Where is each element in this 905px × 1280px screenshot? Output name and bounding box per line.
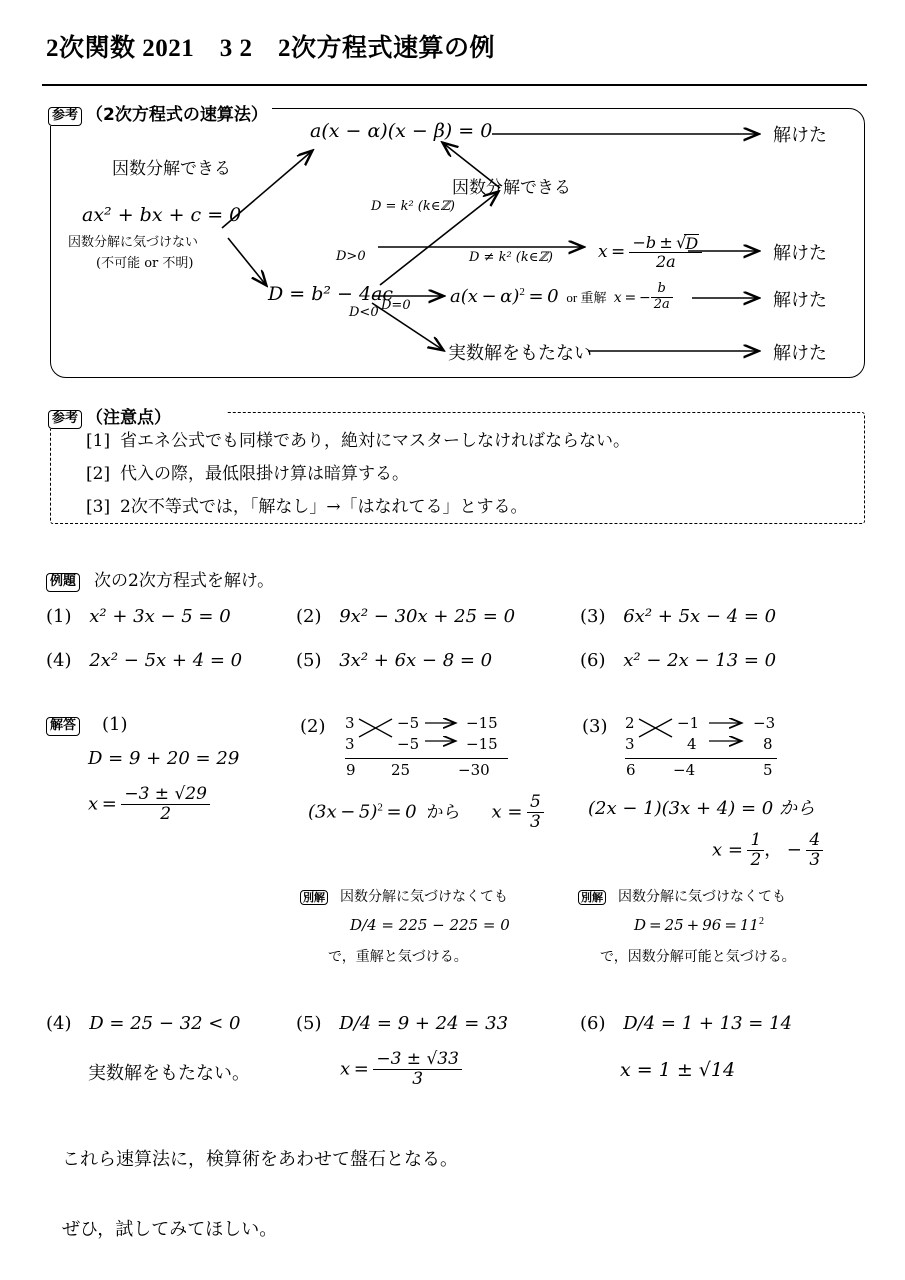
- notes-tag: 参考: [48, 410, 82, 429]
- example-item-1-equation: x² + 3x − 5 = 0: [89, 606, 231, 627]
- flow-terminal-solved-1: 解けた: [773, 125, 827, 146]
- flow-note-start-1: 因数分解に気づけない: [68, 235, 199, 250]
- answer-6-root: x = 1 ± √14: [620, 1059, 736, 1081]
- answer-1-discriminant: D = 9 + 20 = 29: [88, 748, 240, 769]
- cross-3-r1-c3: −3: [753, 714, 776, 732]
- flow-label-factorable-lower: 因数分解できる: [452, 178, 571, 198]
- example-item-4-equation: 2x² − 5x + 4 = 0: [89, 650, 243, 671]
- flow-node-discriminant: D = b² − 4ac: [268, 283, 394, 305]
- flow-label-d-positive: D>0: [336, 249, 366, 264]
- answer-5-root-numerator: −3 ± √33: [373, 1050, 462, 1070]
- answer-1-root-numerator: −3 ± √29: [121, 785, 210, 805]
- answer-3-roots-lead: x =: [712, 839, 743, 861]
- answer-3-number: (3): [582, 716, 608, 737]
- cross-3-sum-c3: 5: [763, 761, 773, 779]
- example-item-5-number: (5): [296, 650, 322, 671]
- note-item-2-number: [2]: [86, 464, 111, 484]
- closing-line-1: これら速算法に，検算術をあわせて盤石となる。: [62, 1149, 458, 1170]
- cross-3-x-lines: [625, 714, 800, 764]
- example-item-2-equation: 9x² − 30x + 25 = 0: [339, 606, 516, 627]
- note-item-2: [86, 459, 409, 484]
- answer-3-factored-result: [588, 794, 815, 820]
- answer-2-number: (2): [300, 716, 326, 737]
- note-item-3-number: [3]: [86, 497, 111, 517]
- cross-3-r2-c3: 8: [763, 735, 773, 753]
- flow-terminal-solved-2: 解けた: [773, 243, 827, 264]
- flow-node-no-real-solution: 実数解をもたない: [448, 343, 592, 364]
- note-item-3: [86, 492, 528, 517]
- cross-2-r2-c1: 3: [345, 735, 355, 753]
- cross-3-sum-row: [625, 761, 790, 782]
- answer-5-number: (5): [296, 1013, 322, 1034]
- cross-3-r1-c2: −1: [677, 714, 700, 732]
- answer-2-alt-tag: 別解: [300, 890, 328, 906]
- answer-2-factored-result: $(3x - 5)^2 = 0$ から x = $\frac{5}{3}$: [308, 794, 544, 833]
- answer-2-answer-denominator: 3: [529, 812, 541, 833]
- reference-tag: 参考: [48, 107, 82, 126]
- answer-2-alt-header: [300, 886, 508, 906]
- answer-3-root2-denominator: 3: [809, 850, 821, 871]
- answer-6: [580, 1013, 792, 1034]
- example-item-5: [296, 650, 492, 671]
- answers-header: [46, 714, 128, 736]
- note-item-1: [86, 426, 630, 451]
- note-item-1-text: 省エネ公式でも同様であり，絶対にマスターしなければならない。: [120, 431, 630, 451]
- cross-3-r2-c1: 3: [625, 735, 635, 753]
- answer-4-discriminant: D = 25 − 32 < 0: [89, 1013, 241, 1034]
- flow-label-d-negative: D<0: [349, 305, 379, 320]
- cross-2-r1-c1: 3: [345, 714, 355, 732]
- flow-label-d-zero: D=0: [381, 298, 411, 313]
- answer-2-answer-numerator: 5: [527, 793, 544, 813]
- answer-6-discriminant: D/4 = 1 + 13 = 14: [623, 1013, 793, 1034]
- answer-6-number: (6): [580, 1013, 606, 1034]
- answer-5: [296, 1013, 508, 1034]
- cross-2-x-lines: [345, 714, 515, 764]
- answer-1-root-denominator: 2: [160, 804, 172, 825]
- example-item-3: [580, 606, 776, 627]
- examples-prompt: 次の2次方程式を解け。: [94, 571, 275, 591]
- answer-3-alt-header: [578, 886, 786, 906]
- example-item-2: [296, 606, 515, 627]
- answer-3-root1-numerator: 1: [747, 831, 764, 851]
- answer-3-root2-numerator: 4: [806, 831, 823, 851]
- flow-terminal-solved-3: 解けた: [773, 290, 827, 311]
- cross-3-sum-c2: −4: [673, 761, 696, 779]
- answer-3-alt-conclusion: で，因数分解可能と気づける。: [600, 949, 796, 965]
- flow-label-d-not-square: D ≠ k² (k∈ℤ): [469, 250, 553, 265]
- flow-node-factored: a(x − α)(x − β) = 0: [310, 120, 493, 142]
- answer-2-alt-lead: 因数分解に気づけなくても: [340, 889, 508, 905]
- answer-5-root: x = $\frac{-3 \pm √33}{3}$: [340, 1051, 462, 1090]
- answers-tag: 解答: [46, 717, 80, 736]
- flow-node-quadratic-formula: x = $\frac{-b \pm √D}{2a}$: [598, 234, 702, 272]
- reference-title: （2次方程式の速算法）: [86, 105, 268, 125]
- answer-3-alt-lead: 因数分解に気づけなくても: [618, 889, 786, 905]
- flow-label-d-square: D = k² (k∈ℤ): [371, 199, 455, 214]
- answer-2-alt-calc: D/4 = 225 − 225 = 0: [350, 916, 510, 934]
- examples-header: [46, 566, 274, 592]
- answer-3-roots-comma: ，: [764, 839, 783, 861]
- cross-3-sum-c1: 6: [626, 761, 636, 779]
- answer-2-alt-conclusion: で，重解と気づける。: [328, 949, 468, 965]
- cross-3-r2-c2: 4: [687, 735, 697, 753]
- answer-3-factored-expr: (2x − 1)(3x + 4) = 0 から: [588, 798, 815, 819]
- example-item-1: [46, 606, 231, 627]
- flow-node-double-root: $a(x - \alpha)^2 = 0$ or 重解 x = − $\frac{b}{2a}$: [450, 283, 673, 313]
- closing-line-2: ぜひ，試してみてほしい。: [62, 1219, 278, 1240]
- note-item-1-number: [1]: [86, 431, 111, 451]
- answer-5-root-denominator: 3: [412, 1069, 424, 1090]
- cross-2-r2-c3: −15: [466, 735, 498, 753]
- example-item-6-equation: x² − 2x − 13 = 0: [623, 650, 777, 671]
- answer-1-root: x = $\frac{-3 \pm √29}{2}$: [88, 786, 210, 825]
- flow-terminal-solved-4: 解けた: [773, 343, 827, 364]
- answer-3-alt-tag: 別解: [578, 890, 606, 906]
- example-item-6-number: (6): [580, 650, 606, 671]
- flow-note-start-2: (不可能 or 不明): [96, 256, 194, 271]
- answer-4-conclusion: 実数解をもたない。: [88, 1063, 250, 1084]
- answer-5-discriminant: D/4 = 9 + 24 = 33: [339, 1013, 509, 1034]
- flow-node-start: ax² + bx + c = 0: [82, 204, 242, 226]
- answer-4: [46, 1013, 241, 1034]
- cross-3-r1-c1: 2: [625, 714, 635, 732]
- example-item-4: [46, 650, 242, 671]
- cross-2-sum-c1: 9: [346, 761, 356, 779]
- cross-2-r1-c2: −5: [397, 714, 420, 732]
- answer-2-answer-lead: x =: [491, 801, 523, 823]
- note-item-2-text: 代入の際，最低限掛け算は暗算する。: [120, 464, 409, 484]
- example-item-6: [580, 650, 776, 671]
- answer-3-roots: [712, 832, 823, 871]
- example-item-4-number: (4): [46, 650, 72, 671]
- example-item-3-number: (3): [580, 606, 606, 627]
- answer-4-number: (4): [46, 1013, 72, 1034]
- notes-title: （注意点）: [86, 408, 172, 428]
- cross-2-r2-c2: −5: [397, 735, 420, 753]
- answer-3-alt-calc: $D = 25 + 96 = 11^2$: [634, 916, 764, 934]
- answer-3-root2-sign: −: [786, 839, 802, 861]
- page-title: 2次関数 2021 3 2 2次方程式速算の例: [46, 35, 496, 62]
- example-item-5-equation: 3x² + 6x − 8 = 0: [339, 650, 493, 671]
- cross-2-sum-row: [345, 761, 505, 782]
- example-item-1-number: (1): [46, 606, 72, 627]
- examples-tag: 例題: [46, 573, 80, 592]
- notes-box-header: [48, 403, 175, 429]
- cross-2-sum-c3: −30: [458, 761, 490, 779]
- flow-label-factorable-upper: 因数分解できる: [112, 159, 231, 179]
- note-item-3-text: 2次不等式では，「解なし」→「はなれてる」とする。: [120, 497, 528, 517]
- example-item-3-equation: 6x² + 5x − 4 = 0: [623, 606, 777, 627]
- answer-3-root1-denominator: 2: [750, 850, 762, 871]
- cross-2-sum-c2: 25: [391, 761, 411, 779]
- example-item-2-number: (2): [296, 606, 322, 627]
- answer-1-number: (1): [102, 714, 128, 735]
- cross-2-r1-c3: −15: [466, 714, 498, 732]
